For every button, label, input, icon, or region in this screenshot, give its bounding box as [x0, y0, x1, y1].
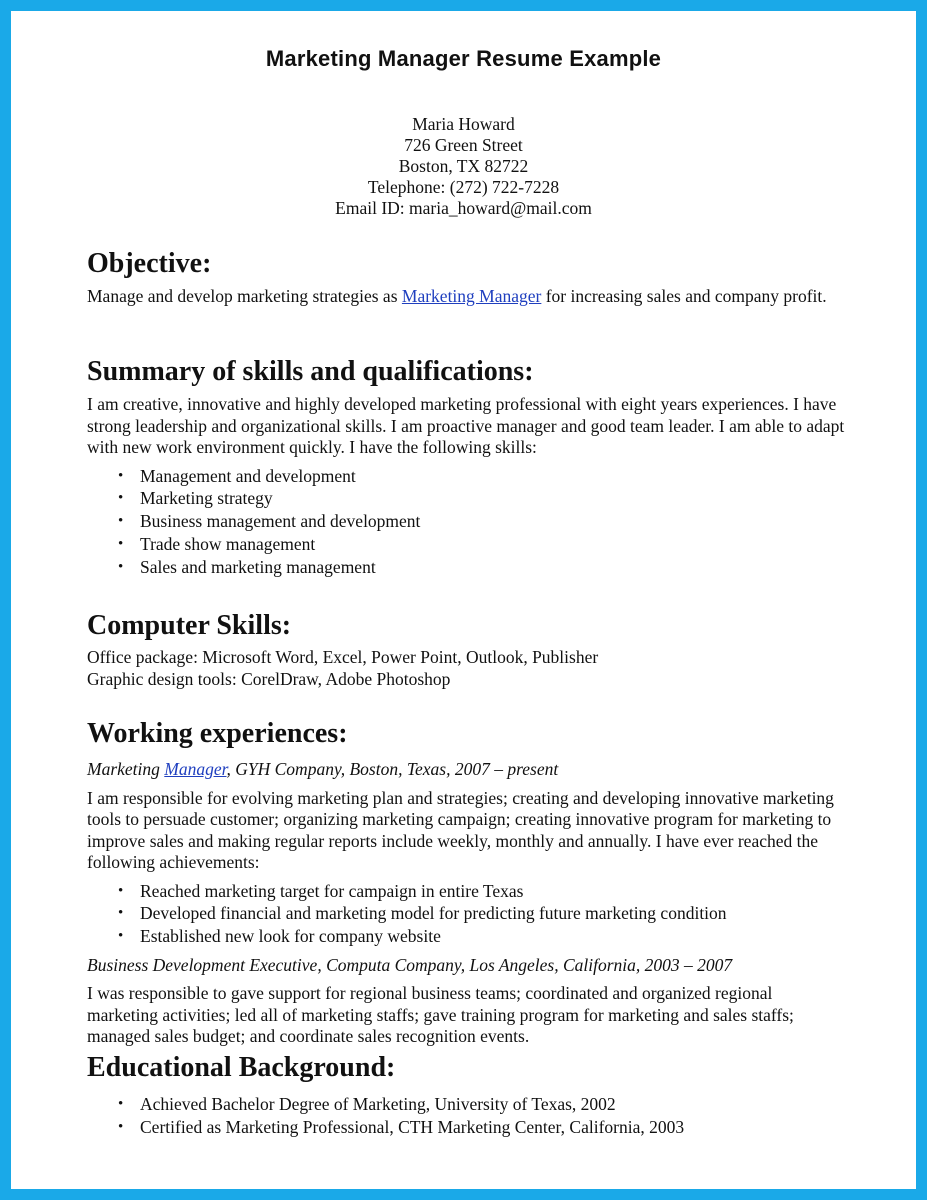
- bullet-icon: •: [118, 928, 124, 945]
- skills-list: [87, 465, 847, 579]
- education-list: [87, 1093, 847, 1139]
- experience-heading: Working experiences:: [87, 718, 348, 749]
- contact-street: 726 Green Street: [404, 135, 523, 155]
- objective-section: [87, 248, 847, 308]
- list-item: • Marketing strategy: [118, 488, 273, 509]
- job-title-2: Business Development Executive, Computa Company, Los Angeles, California, 2003 – 2007: [87, 954, 733, 975]
- job-description-1: I am responsible for evolving marketing plan and strategies; creating and developing innovative marketing tools to persuade customer; organizing marketing campaign; creating innovative program for marketing to improve sales and making regular reports include weekly, monthly and annually. I have ever reached the following achievements:: [87, 787, 834, 872]
- list-item: • Achieved Bachelor Degree of Marketing, University of Texas, 2002: [118, 1094, 616, 1114]
- summary-heading: Summary of skills and qualifications:: [87, 356, 534, 387]
- list-item: • Established new look for company website: [118, 926, 441, 947]
- list-item: • Sales and marketing management: [118, 556, 376, 577]
- bullet-icon: •: [118, 535, 124, 552]
- marketing-manager-link[interactable]: Marketing Manager: [401, 286, 542, 306]
- achievements-list: [87, 880, 847, 948]
- bullet-icon: •: [118, 1096, 124, 1112]
- objective-text: [87, 286, 847, 308]
- list-item: • Developed financial and marketing model for predicting future marketing condition: [118, 903, 727, 924]
- bullet-icon: •: [118, 490, 124, 507]
- list-item: • Certified as Marketing Professional, CTH Marketing Center, California, 2003: [118, 1116, 685, 1137]
- bullet-icon: •: [118, 513, 124, 530]
- experience-section: [87, 718, 847, 1048]
- computer-skills-line: Office package: Microsoft Word, Excel, Power Point, Outlook, Publisher: [87, 647, 599, 667]
- contact-name: Maria Howard: [412, 114, 515, 134]
- computer-skills-heading: Computer Skills:: [87, 610, 292, 641]
- bullet-icon: •: [118, 467, 124, 484]
- list-item: • Reached marketing target for campaign in entire Texas: [118, 880, 524, 901]
- computer-skills-section: [87, 610, 847, 690]
- summary-text: I am creative, innovative and highly developed marketing professional with eight years experiences. I have strong leadership and organizational skills. I am proactive manager and good team leader. I am able to adapt with new work environment quickly. I have the following skills:: [87, 394, 845, 457]
- job-description-2: I was responsible to gave support for regional business teams; coordinated and organized regional marketing activities; led all of marketing staffs; gave training program for marketing and sales staffs; managed sales budget; and coordinate sales recognition events.: [87, 983, 794, 1047]
- manager-link[interactable]: Manager: [164, 759, 227, 779]
- contact-telephone: Telephone: (272) 722-7228: [367, 177, 560, 197]
- list-item: • Trade show management: [118, 533, 316, 554]
- job-title-1: Marketing Manager, GYH Company, Boston, Texas, 2007 – present: [87, 759, 559, 779]
- contact-email: Email ID: maria_howard@mail.com: [335, 198, 592, 218]
- objective-text-before: Manage and develop marketing strategies as: [87, 286, 402, 306]
- contact-block: [0, 114, 927, 219]
- education-heading: Educational Background:: [87, 1052, 396, 1083]
- list-item: • Business management and development: [118, 511, 421, 532]
- list-item: • Management and development: [118, 465, 356, 486]
- page-title: Marketing Manager Resume Example: [265, 46, 662, 71]
- bullet-icon: •: [118, 558, 124, 575]
- objective-heading: Objective:: [87, 248, 212, 279]
- bullet-icon: •: [118, 905, 124, 922]
- objective-text-after: for increasing sales and company profit.: [541, 286, 827, 306]
- education-section: [87, 1052, 847, 1139]
- bullet-icon: •: [118, 1118, 124, 1135]
- bullet-icon: •: [118, 882, 124, 899]
- computer-skills-line: Graphic design tools: CorelDraw, Adobe Photoshop: [87, 668, 451, 689]
- contact-city: Boston, TX 82722: [398, 156, 529, 176]
- summary-section: [87, 356, 847, 578]
